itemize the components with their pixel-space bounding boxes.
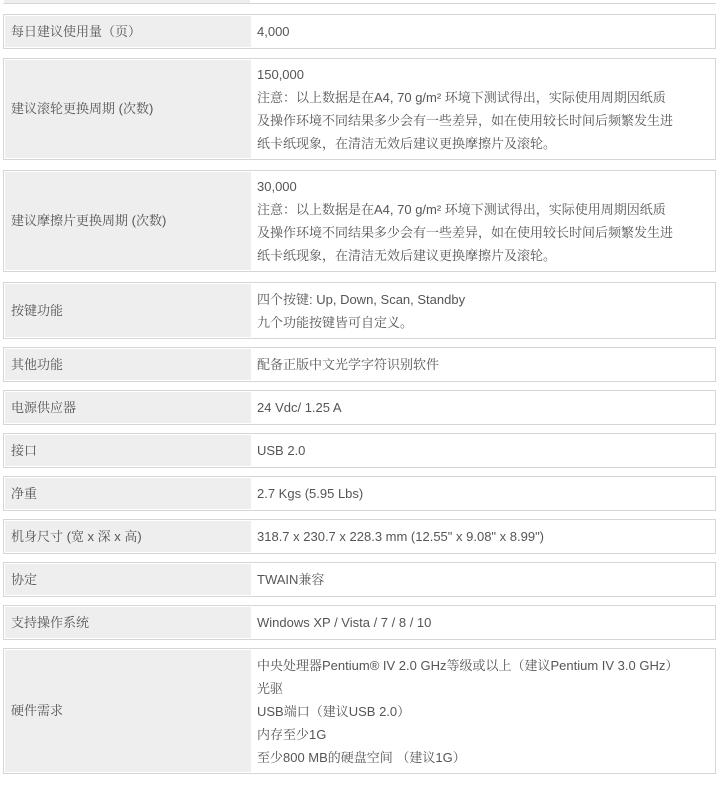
spec-row-hardware-requirements: [3, 648, 716, 774]
spec-row-interface: [3, 433, 716, 468]
spec-value-line: 至少800 MB的硬盘空间 （建议1G）: [257, 749, 466, 765]
spec-value-line: USB 2.0: [257, 443, 306, 458]
spec-label: 支持操作系统: [5, 607, 251, 638]
spec-value: [252, 60, 714, 158]
spec-label: 其他功能: [5, 349, 251, 380]
spec-label: 每日建议使用量（页）: [5, 16, 251, 47]
spec-label: 机身尺寸 (宽 x 深 x 高): [5, 521, 251, 552]
spec-row-dimensions: [3, 519, 716, 554]
spec-value-line: USB端口（建议USB 2.0）: [257, 703, 411, 719]
spec-value: [252, 435, 714, 466]
spec-label: 净重: [5, 478, 251, 509]
spec-value-line: 九个功能按键皆可自定义。: [257, 314, 414, 330]
spec-label: 电源供应器: [5, 392, 251, 423]
spec-value-line: TWAIN兼容: [257, 572, 325, 587]
spec-value: [252, 521, 714, 552]
spec-value-line: 318.7 x 230.7 x 228.3 mm (12.55" x 9.08" x 8.99"): [257, 529, 545, 544]
spec-value-line: 150,000: [257, 67, 304, 82]
spec-value: [252, 478, 714, 509]
spec-value-line: 及操作环境不同结果多少会有一些差异，如在使用较长时间后频繁发生进: [257, 113, 674, 128]
spec-row-daily-volume: [3, 14, 716, 49]
spec-row-net-weight: [3, 476, 716, 511]
spec-value-line: 注意：以上数据是在A4, 70 g/m² 环境下测试得出，实际使用周期因纸质: [257, 90, 666, 105]
spec-value-line: 2.7 Kgs (5.95 Lbs): [257, 486, 364, 501]
spec-value: [252, 16, 714, 47]
spec-row-buttons: [3, 282, 716, 339]
spec-value-line: Windows XP / Vista / 7 / 8 / 10: [257, 615, 432, 630]
spec-row-power-supply: [3, 390, 716, 425]
spec-value-line: 光驱: [257, 680, 284, 696]
spec-row-roller-cycle: [3, 58, 716, 160]
spec-label: 硬件需求: [5, 650, 251, 772]
spec-value-line: 30,000: [257, 179, 297, 194]
previous-row-edge: [3, 0, 716, 4]
spec-value-line: 配备正版中文光学字符识别软件: [257, 357, 440, 372]
spec-value: [252, 349, 714, 380]
spec-label: 协定: [5, 564, 251, 595]
spec-value-line: 四个按键: Up, Down, Scan, Standby: [257, 291, 466, 307]
spec-value-line: 及操作环境不同结果多少会有一些差异，如在使用较长时间后频繁发生进: [257, 225, 674, 240]
spec-value: [252, 284, 714, 337]
spec-value-line: 24 Vdc/ 1.25 A: [257, 400, 342, 415]
spec-value: [252, 564, 714, 595]
spec-value-line: 纸卡纸现象，在清洁无效后建议更换摩擦片及滚轮。: [257, 248, 557, 263]
spec-label: 接口: [5, 435, 251, 466]
spec-value-line: 中央处理器Pentium® IV 2.0 GHz等级或以上（建议Pentium IV 3.0 GHz）: [257, 657, 679, 673]
spec-value: [252, 392, 714, 423]
spec-value-line: 内存至少1G: [257, 726, 327, 742]
spec-value: [252, 650, 714, 772]
spec-row-os-support: [3, 605, 716, 640]
spec-value-line: 纸卡纸现象，在清洁无效后建议更换摩擦片及滚轮。: [257, 136, 557, 151]
spec-row-protocol: [3, 562, 716, 597]
spec-value: [252, 172, 714, 270]
spec-value: [252, 607, 714, 638]
spec-value-line: 4,000: [257, 24, 290, 39]
spec-row-pad-cycle: [3, 170, 716, 272]
spec-label: 建议摩擦片更换周期 (次数): [5, 172, 251, 270]
spec-value-line: 注意：以上数据是在A4, 70 g/m² 环境下测试得出，实际使用周期因纸质: [257, 202, 666, 217]
spec-label: 建议滚轮更换周期 (次数): [5, 60, 251, 158]
spec-label: 按键功能: [5, 284, 251, 337]
spec-row-other-features: [3, 347, 716, 382]
